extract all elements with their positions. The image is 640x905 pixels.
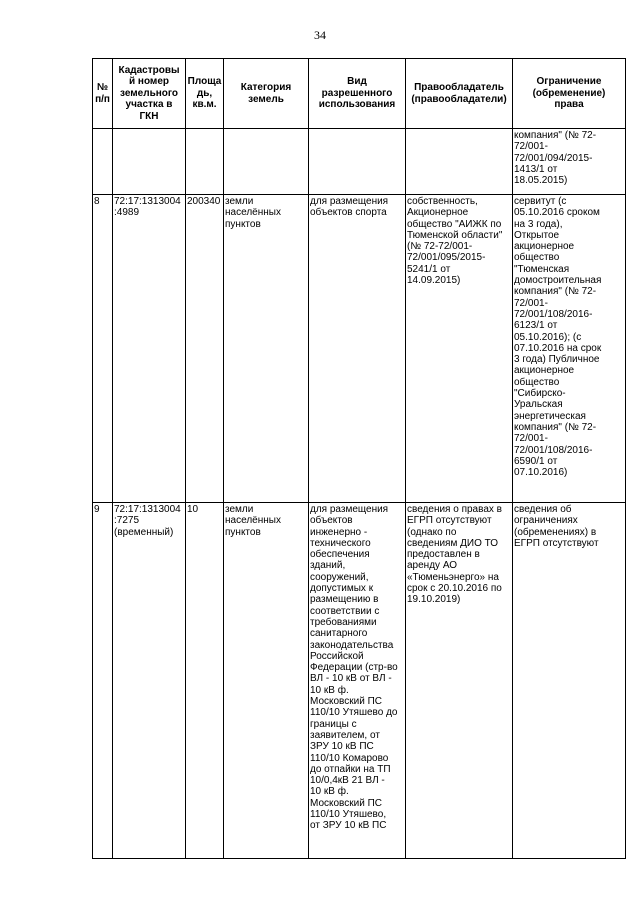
table-header-row bbox=[93, 59, 626, 129]
cell-area: 200340 bbox=[186, 195, 224, 503]
cell-restriction: компания" (№ 72- 72/001- 72/001/094/2015- 1413/1 от 18.05.2015) bbox=[513, 129, 626, 195]
cell-category: земли населённых пунктов bbox=[224, 503, 309, 859]
cell-category bbox=[224, 129, 309, 195]
cell-num: 8 bbox=[93, 195, 113, 503]
cell-cadastral bbox=[113, 129, 186, 195]
header-category: Категория земель bbox=[224, 59, 309, 129]
cell-num: 9 bbox=[93, 503, 113, 859]
cell-cadastral: 72:17:1313004 :7275 (временный) bbox=[113, 503, 186, 859]
header-cadastral: Кадастровы й номер земельного участка в ГКН bbox=[113, 59, 186, 129]
page-number: 34 bbox=[314, 28, 326, 42]
cell-area bbox=[186, 129, 224, 195]
cell-num bbox=[93, 129, 113, 195]
cell-owner: сведения о правах в ЕГРП отсутствуют (однако по сведениям ДИО ТО предоставлен в аренду АО «Тюменьэнерго» на срок с 20.10.2016 по 19.10.2019) bbox=[406, 503, 513, 859]
header-restriction: Ограничение (обременение) права bbox=[513, 59, 626, 129]
cell-restriction: сведения об ограничениях (обременениях) в ЕГРП отсутствуют bbox=[513, 503, 626, 859]
header-owner: Правообладатель (правообладатели) bbox=[406, 59, 513, 129]
cell-cadastral: 72:17:1313004 :4989 bbox=[113, 195, 186, 503]
cell-area: 10 bbox=[186, 503, 224, 859]
cell-category: земли населённых пунктов bbox=[224, 195, 309, 503]
header-use: Вид разрешенного использования bbox=[309, 59, 406, 129]
land-plots-table bbox=[92, 58, 626, 859]
header-num: № п/п bbox=[93, 59, 113, 129]
cell-owner: собственность, Акционерное общество "АИЖК по Тюменской области" (№ 72-72/001- 72/001/095/2015- 5241/1 от 14.09.2015) bbox=[406, 195, 513, 503]
table-row bbox=[93, 503, 626, 859]
table-row bbox=[93, 129, 626, 195]
cell-use bbox=[309, 129, 406, 195]
cell-restriction: сервитут (с 05.10.2016 сроком на 3 года), Открытое акционерное общество "Тюменская домостроительная компания" (№ 72- 72/001- 72/001/108/2016- 6123/1 от 05.10.2016); (с 07.10.2016 на срок 3 года) Публичное акционерное общество "Сибирско- Уральская энергетическая компания" (№ 72- 72/001- 72/001/108/2016- 6590/1 от 07.10.2016) bbox=[513, 195, 626, 503]
header-area: Площа дь, кв.м. bbox=[186, 59, 224, 129]
table-row bbox=[93, 195, 626, 503]
cell-use: для размещения объектов инженерно - технического обеспечения зданий, сооружений, допустимых к размещению в соответствии с требованиями санитарного законодательства Российской Федерации (стр-во ВЛ - 10 кВ от ВЛ - 10 кВ ф. Московский ПС 110/10 Утяшево до границы с заявителем, от ЗРУ 10 кВ ПС 110/10 Комарово до отпайки на ТП 10/0,4кВ 21 ВЛ - 10 кВ ф. Московский ПС 110/10 Утяшево, от ЗРУ 10 кВ ПС bbox=[309, 503, 406, 859]
cell-owner bbox=[406, 129, 513, 195]
cell-use: для размещения объектов спорта bbox=[309, 195, 406, 503]
